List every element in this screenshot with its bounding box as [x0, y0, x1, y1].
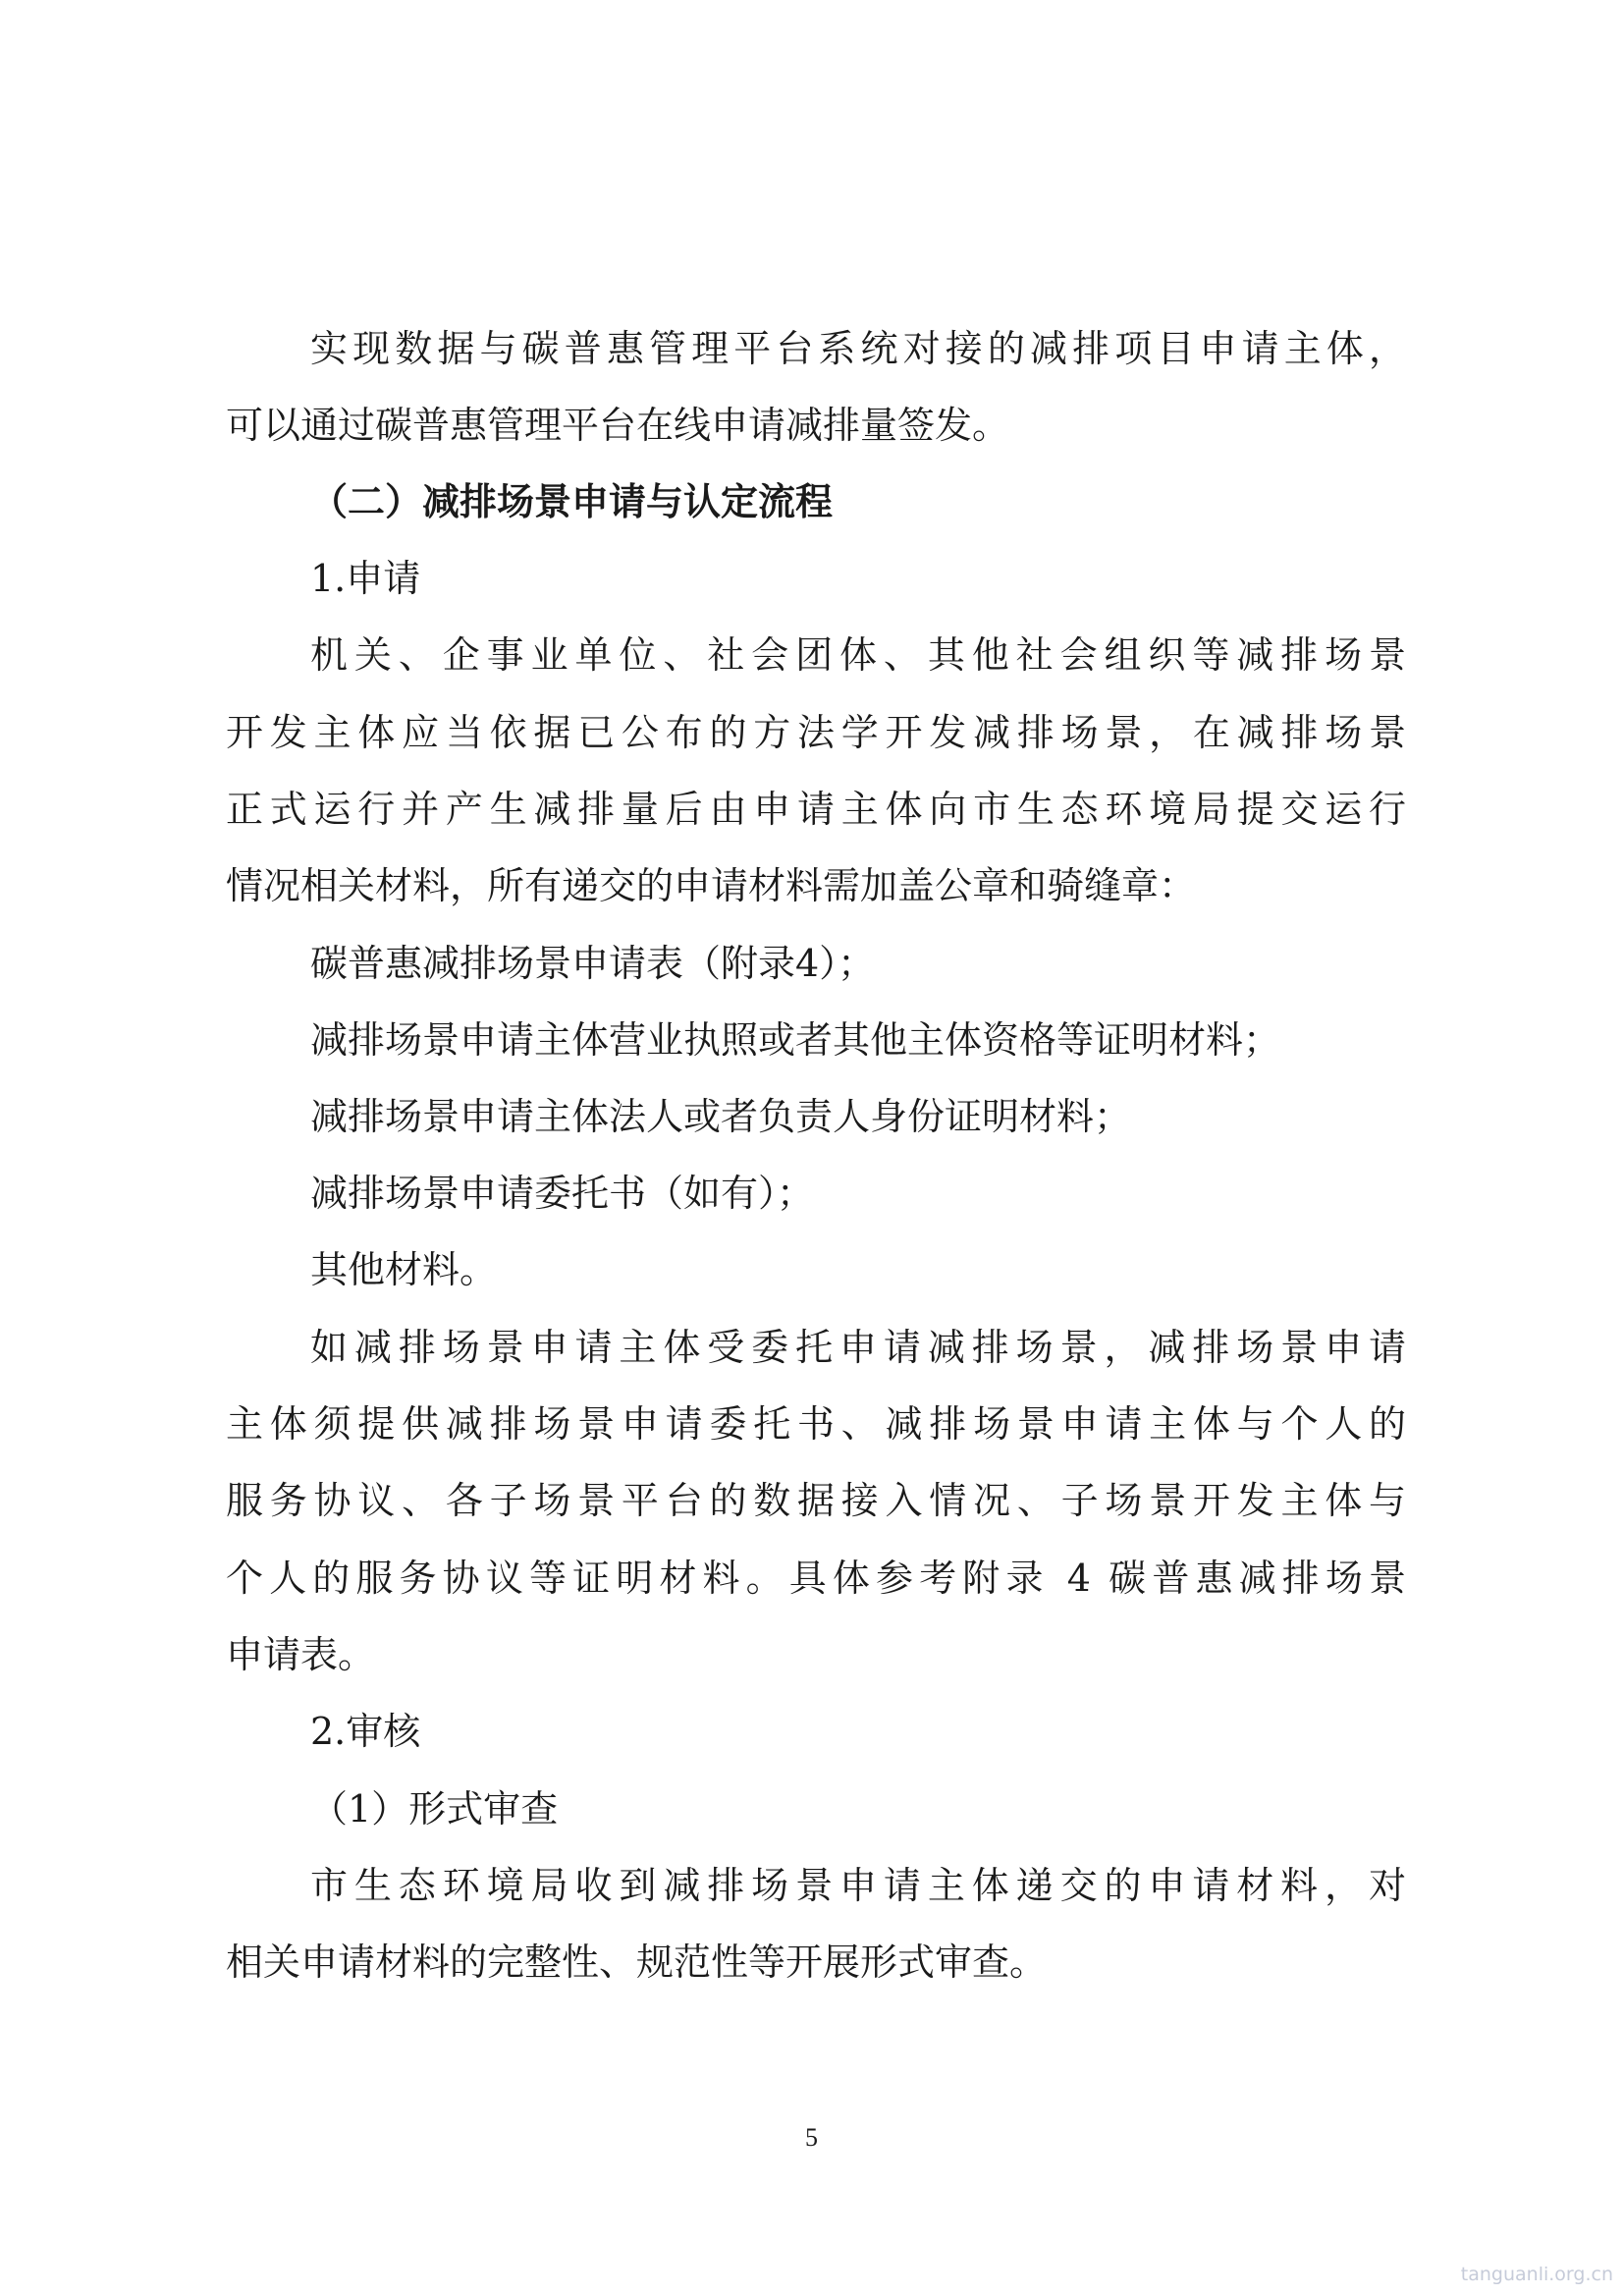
materials-item-4: 减排场景申请委托书（如有）； [310, 1172, 815, 1215]
subheading-review: 2.审核 [310, 1710, 421, 1753]
page-number: 5 [805, 2123, 818, 2152]
subheading-apply: 1.申请 [310, 557, 421, 600]
body-line-16: 服务协议、各子场景平台的数据接入情况、子场景开发主体与 [226, 1479, 1406, 1522]
body-line-1: 实现数据与碳普惠管理平台系统对接的减排项目申请主体， [310, 327, 1406, 370]
materials-item-5: 其他材料。 [310, 1248, 498, 1291]
body-line-18: 申请表。 [226, 1633, 376, 1676]
materials-item-2: 减排场景申请主体营业执照或者其他主体资格等证明材料； [310, 1018, 1281, 1062]
materials-item-3: 减排场景申请主体法人或者负责人身份证明材料； [310, 1095, 1132, 1138]
body-line-22: 相关申请材料的完整性、规范性等开展形式审查。 [226, 1941, 1048, 1984]
materials-item-1: 碳普惠减排场景申请表（附录4）； [310, 942, 876, 985]
watermark-text: tanguanli.org.cn [1460, 2264, 1613, 2285]
body-line-8: 情况相关材料，所有递交的申请材料需加盖公章和骑缝章： [226, 864, 1197, 907]
body-line-21: 市生态环境局收到减排场景申请主体递交的申请材料，对 [310, 1864, 1406, 1907]
body-line-15: 主体须提供减排场景申请委托书、减排场景申请主体与个人的 [226, 1402, 1406, 1446]
subheading-formal-review: （1）形式审查 [310, 1787, 559, 1831]
body-line-5: 机关、企事业单位、社会团体、其他社会组织等减排场景 [310, 633, 1406, 677]
body-line-14: 如减排场景申请主体受委托申请减排场景，减排场景申请 [310, 1326, 1406, 1369]
body-line-17: 个人的服务协议等证明材料。具体参考附录 4 碳普惠减排场景 [226, 1557, 1406, 1600]
section-heading: （二）减排场景申请与认定流程 [310, 480, 834, 523]
body-line-6: 开发主体应当依据已公布的方法学开发减排场景，在减排场景 [226, 711, 1406, 754]
body-line-7: 正式运行并产生减排量后由申请主体向市生态环境局提交运行 [226, 788, 1406, 831]
body-line-2: 可以通过碳普惠管理平台在线申请减排量签发。 [226, 404, 1010, 447]
